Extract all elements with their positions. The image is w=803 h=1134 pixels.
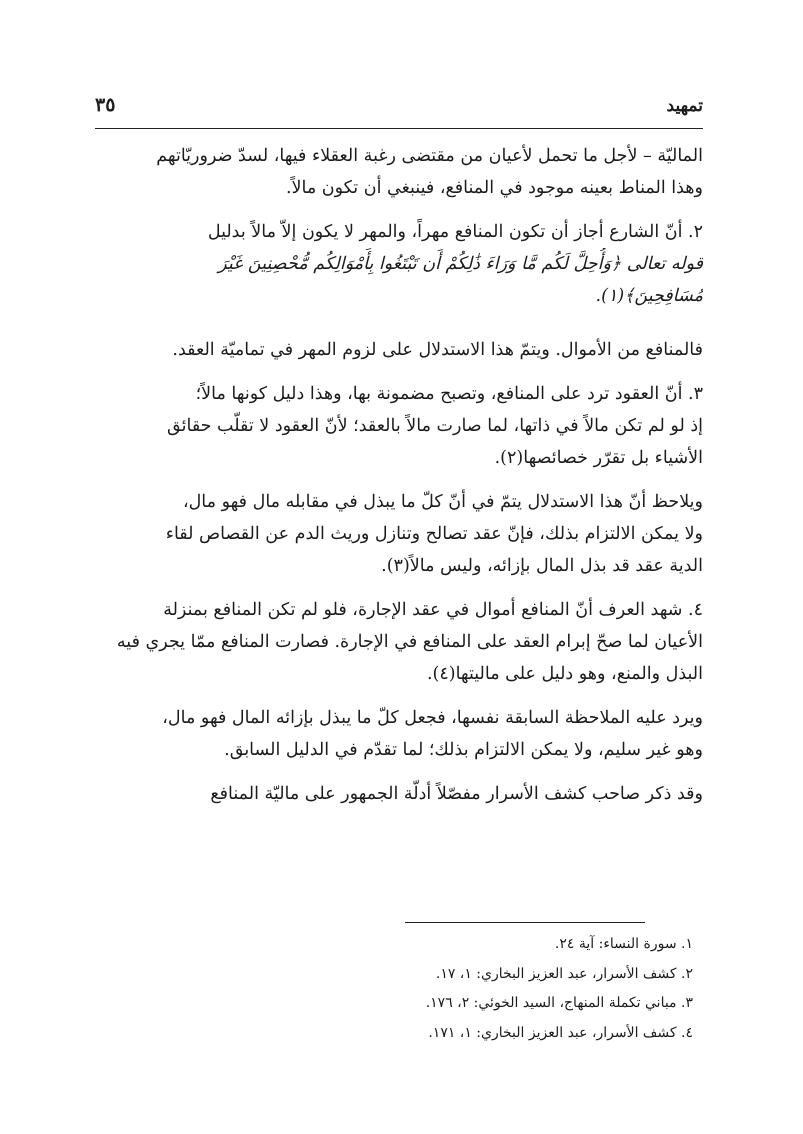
text-line: ويرد عليه الملاحظة السابقة نفسها، فجعل كلّ ما يبذل بإزائه المال فهو مال،	[162, 708, 703, 728]
text-line: إذ لو لم تكن مالاً في ذاتها، لما صارت مالاً بالعقد؛ لأنّ العقود لا تقلّب حقائق	[167, 416, 703, 436]
text-line: ويلاحظ أنّ هذا الاستدلال يتمّ في أنّ كلّ ما يبذل في مقابله مال فهو مال،	[182, 492, 703, 512]
text-line: وقد ذكر صاحب كشف الأسرار مفصّلاً أدلّة الجمهور على ماليّة المنافع	[210, 784, 703, 804]
text-line: ٤. شهد العرف أنّ المنافع أموال في عقد الإجارة، فلو لم تكن المنافع بمنزلة	[163, 600, 703, 620]
text-line: ٢. أنّ الشارع أجاز أن تكون المنافع مهراً، والمهر لا يكون إلاّ مالاً بدليل	[207, 222, 703, 242]
running-title: تمهيد	[666, 96, 703, 116]
footnote: ١. سورة النساء: آية ٢٤.	[554, 936, 693, 952]
text-line: الأعيان لما صحّ إبرام العقد على المنافع في الإجارة. فصارت المنافع ممّا يجري فيه	[116, 632, 703, 652]
text-line: وهذا المناط بعينه موجود في المنافع، فينبغي أن تكون مالاً.	[285, 178, 703, 198]
text-line: البذل والمنع، وهو دليل على ماليتها(٤).	[426, 664, 703, 684]
page-header	[95, 94, 703, 129]
body-text	[95, 140, 703, 810]
footnote: ٤. كشف الأسرار، عبد العزيز البخاري: ١، ١٧١.	[428, 1024, 693, 1041]
text-line: الدية عقد قد بذل المال بإزائه، وليس مالاً(٣).	[381, 556, 703, 576]
text-line: ٣. أنّ العقود ترد على المنافع، وتصبح مضمونة بها، وهذا دليل كونها مالاً؛	[195, 384, 703, 404]
footnotes	[95, 930, 703, 1048]
footnote-divider	[405, 922, 645, 923]
quran-verse-line: مُسَافِحِينَ﴾(١).	[595, 286, 703, 306]
text-line: فالمنافع من الأموال. ويتمّ هذا الاستدلال على لزوم المهر في تماميّة العقد.	[172, 340, 703, 360]
text-line: وهو غير سليم، ولا يمكن الالتزام بذلك؛ لما تقدّم في الدليل السابق.	[224, 740, 703, 760]
text-line: الأشياء بل تقرّر خصائصها(٢).	[494, 448, 703, 468]
page-number: ٣٥	[95, 94, 116, 116]
text-line: ولا يمكن الالتزام بذلك، فإنّ عقد تصالح وتنازل وريث الدم عن القصاص لقاء	[165, 524, 703, 544]
text-line: الماليّة – لأجل ما تحمل لأعيان من مقتضى رغبة العقلاء فيها، لسدّ ضروريّاتهم	[156, 146, 703, 166]
quran-verse-line: قوله تعالى ﴿وَأُحِلَّ لَكُم مَّا وَرَاءَ ذَٰلِكُمْ أَن تَبْتَغُوا بِأَمْوَالِكُم مُّحْصِنِينَ غَيْرَ	[218, 254, 703, 274]
footnote: ٢. كشف الأسرار، عبد العزيز البخاري: ١، ١٧.	[435, 965, 693, 982]
footnote: ٣. مباني تكملة المنهاج، السيد الخوئي: ٢، ١٧٦.	[425, 995, 693, 1011]
